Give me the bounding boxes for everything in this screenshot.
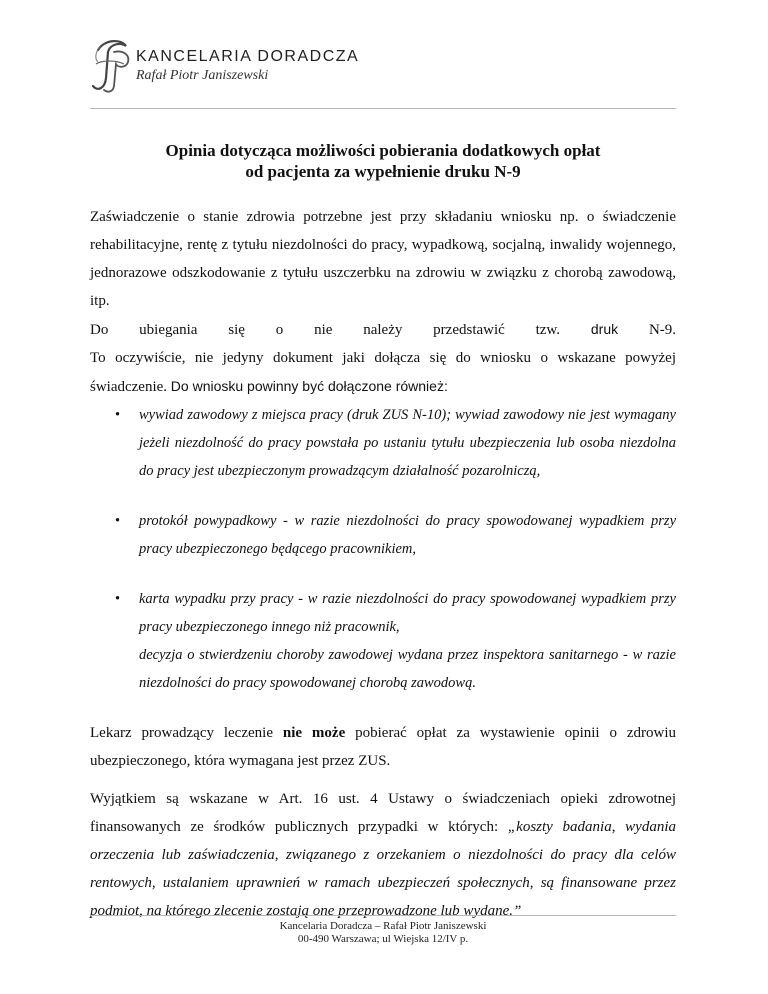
no-fee-emphasis: nie może bbox=[282, 725, 346, 741]
list-item bbox=[90, 401, 676, 485]
list-spacer bbox=[90, 563, 676, 585]
logo-monogram-icon bbox=[90, 38, 134, 94]
paragraph-no-fee-a: Lekarz prowadzący leczenie bbox=[90, 725, 273, 741]
paragraph-no-fee bbox=[90, 719, 676, 775]
list-item-text: wywiad zawodowy z miejsca pracy (druk ZUS N-10); wywiad zawodowy nie jest wymagany jeżeli niezdolność do pracy powstała po ustaniu tytułu ubezpieczenia lub osoba niezdolna do pracy jest ubezpieczonym prowadzącym działalność pozarolniczą, bbox=[139, 407, 676, 479]
list-item bbox=[90, 507, 676, 563]
header-divider bbox=[90, 108, 676, 109]
footer-line-2: 00-490 Warszawa; ul Wiejska 12/IV p. bbox=[297, 933, 469, 945]
list-item bbox=[90, 585, 676, 697]
footer-line-1: Kancelaria Doradcza – Rafał Piotr Janiszewski bbox=[279, 920, 487, 932]
title-line-1: Opinia dotycząca możliwości pobierania dodatkowych opłat bbox=[165, 141, 601, 160]
page-footer bbox=[90, 920, 676, 946]
list-item-text: protokół powypadkowy - w razie niezdolności do pracy spowodowanej wypadkiem przy pracy ubezpieczonego będącego pracownikiem, bbox=[139, 513, 676, 557]
paragraph-exception-text: Wyjątkiem są wskazane w Art. 16 ust. 4 Ustawy o świadczeniach opieki zdrowotnej finansowanych ze środków publicznych przypadki w których: bbox=[90, 791, 676, 835]
paragraph-no-fee-b: pobierać opłat za wystawienie opinii o zdrowiu ubezpieczonego, która wymagana jest przez ZUS. bbox=[90, 725, 677, 769]
bullet-icon: • bbox=[115, 513, 121, 529]
footer-divider bbox=[90, 915, 676, 916]
paragraph-documents-text: To oczywiście, nie jedyny dokument jaki dołącza się do wniosku o wskazane powyżej świadczenie. bbox=[90, 350, 676, 395]
druk-word: druk bbox=[590, 321, 619, 337]
list-spacer bbox=[90, 485, 676, 507]
document-body bbox=[90, 203, 676, 925]
list-item-text: karta wypadku przy pracy - w razie niezdolności do pracy spowodowanej wypadkiem przy pracy ubezpieczonego innego niż pracownik, bbox=[139, 591, 676, 635]
required-documents-list bbox=[90, 401, 676, 697]
paragraph-n9 bbox=[90, 315, 676, 344]
paragraph-documents-lead: Do wniosku powinny być dołączone również: bbox=[170, 378, 448, 394]
paragraph-intro: Zaświadczenie o stanie zdrowia potrzebne jest przy składaniu wniosku np. o świadczenie rehabilitacyjne, rentę z tytułu niezdolności do pracy, wypadkową, socjalną, inwalidy wojennego, jednorazowe odszkodowanie z tytułu uszczerbku na zdrowiu w związku z chorobą zawodową, itp. bbox=[90, 209, 676, 309]
bullet-icon: • bbox=[115, 591, 121, 607]
n9-label: N-9. bbox=[648, 322, 677, 338]
document-title bbox=[90, 140, 676, 182]
title-line-2: od pacjenta za wypełnienie druku N-9 bbox=[245, 162, 521, 181]
paragraph-documents bbox=[90, 344, 676, 401]
section-spacer bbox=[90, 697, 676, 719]
legal-quote: „koszty badania, wydania orzeczenia lub zaświadczenia, związanego z orzekaniem o niezdolności do pracy dla celów rentowych, ustalaniem uprawnień w ramach ubezpieczeń społecznych, są finansowane przez podmiot, na którego zlecenie zostają one przeprowadzone lub wydane.” bbox=[90, 819, 677, 919]
firm-person-name: Rafał Piotr Janiszewski bbox=[136, 68, 269, 83]
firm-brand bbox=[136, 48, 359, 85]
paragraph-exception bbox=[90, 785, 676, 925]
paragraph-n9-text: Do ubiegania się o nie należy przedstawić tzw. bbox=[90, 322, 561, 338]
firm-name: KANCELARIA DORADCZA bbox=[136, 48, 360, 65]
list-item-continuation: decyzja o stwierdzeniu choroby zawodowej wydana przez inspektora sanitarnego - w razie niezdolności do pracy spowodowanej chorobą zawodową. bbox=[139, 647, 676, 691]
section-spacer bbox=[90, 775, 676, 785]
bullet-icon: • bbox=[115, 407, 121, 423]
